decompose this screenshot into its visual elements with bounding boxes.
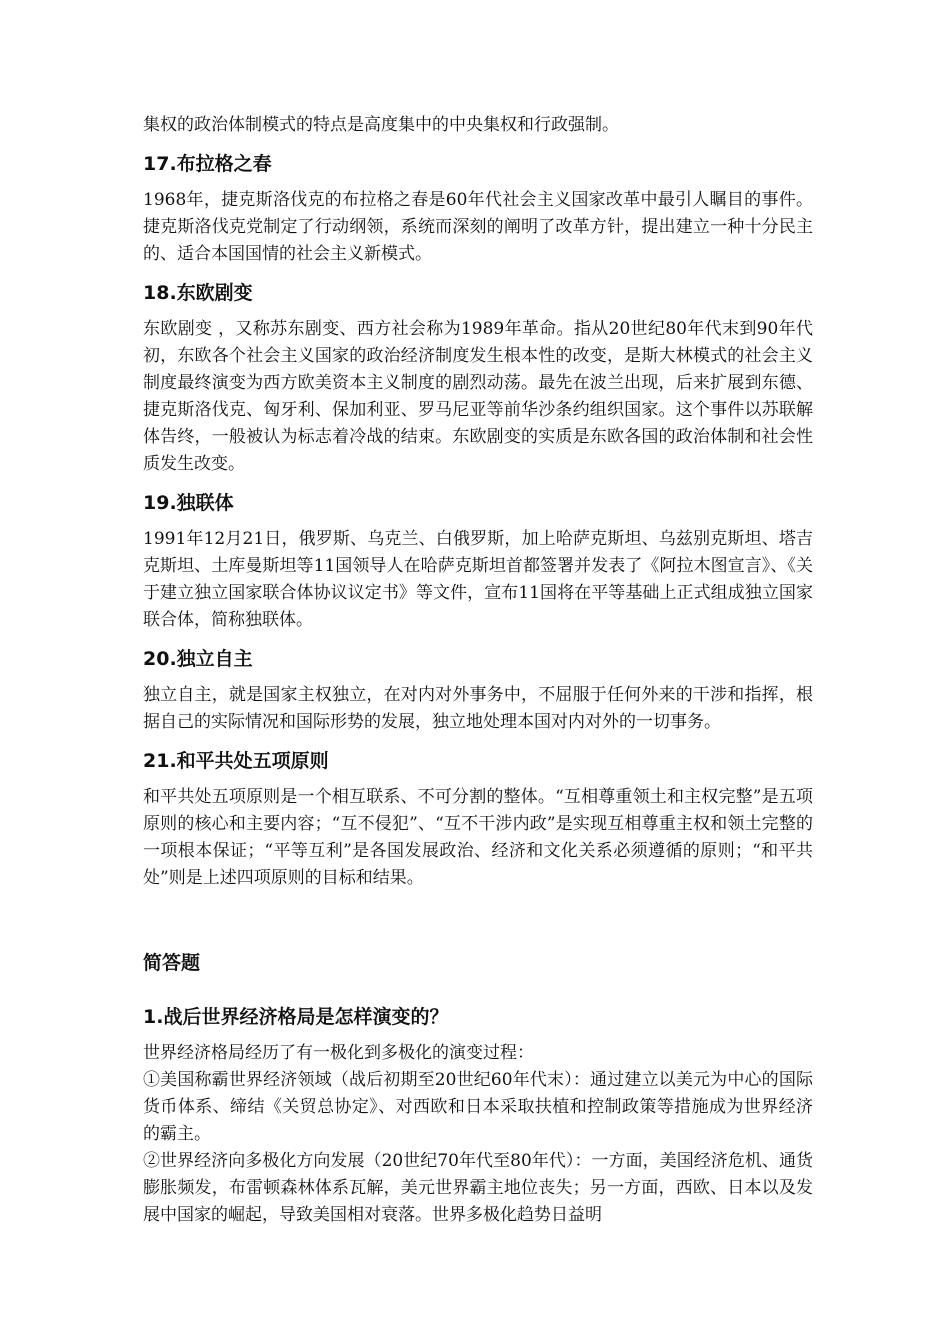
section-title-short-answer: 简答题 (143, 952, 201, 974)
term-heading-eastern-europe-upheaval: 18.东欧剧变 (143, 282, 253, 304)
answer-item-2: ②世界经济向多极化方向发展（20世纪70年代至80年代）：一方面，美国经济危机、通货膨胀频发，布雷顿森林体系瓦解，美元世界霸主地位丧失；另一方面，西欧、日本以及发展中国家的崛起，导致美国相对衰落。世界多极化趋势日益明 (143, 1151, 813, 1225)
term-body-eastern-europe-upheaval: 东欧剧变 ，又称苏东剧变、西方社会称为1989年革命。指从20世纪80年代末到90年代初，东欧各个社会主义国家的政治经济制度发生根本性的改变，是斯大林模式的社会主义制度最终演变为西方欧美资本主义制度的剧烈动荡。最先在波兰出现，后来扩展到东德、捷克斯洛伐克、匈牙利、保加利亚、罗马尼亚等前华沙条约组织国家。这个事件以苏联解体告终，一般被认为标志着冷战的结束。东欧剧变的实质是东欧各国的政治体制和社会性质发生改变。 (143, 319, 813, 474)
document-page (143, 112, 813, 1229)
term-heading-independence: 20.独立自主 (143, 648, 253, 670)
term-heading-five-principles: 21.和平共处五项原则 (143, 750, 329, 772)
question-heading: 1.战后世界经济格局是怎样演变的？ (143, 1006, 449, 1028)
term-body-independence: 独立自主，就是国家主权独立，在对内对外事务中，不屈服于任何外来的干涉和指挥，根据自己的实际情况和国际形势的发展，独立地处理本国对内对外的一切事务。 (143, 685, 813, 732)
term-heading-prague-spring: 17.布拉格之春 (143, 153, 272, 175)
intro-paragraph: 集权的政治体制模式的特点是高度集中的中央集权和行政强制。 (143, 115, 619, 135)
answer-item-1: ①美国称霸世界经济领域（战后初期至20世纪60年代末）：通过建立以美元为中心的国际货币体系、缔结《关贸总协定》、对西欧和日本采取扶植和控制政策等措施成为世界经济的霸主。 (143, 1070, 813, 1144)
answer-block (143, 1040, 813, 1229)
term-body-five-principles: 和平共处五项原则是一个相互联系、不可分割的整体。“互相尊重领土和主权完整”是五项原则的核心和主要内容；“互不侵犯”、“互不干涉内政”是实现互相尊重主权和领土完整的一项根本保证；“平等互利”是各国发展政治、经济和文化关系必须遵循的原则；“和平共处”则是上述四项原则的目标和结果。 (143, 787, 813, 888)
term-body-cis: 1991年12月21日，俄罗斯、乌克兰、白俄罗斯，加上哈萨克斯坦、乌兹别克斯坦、塔吉克斯坦、土库曼斯坦等11国领导人在哈萨克斯坦首都签署并发表了《阿拉木图宣言》、《关于建立独立国家联合体协议议定书》等文件，宣布11国将在平等基础上正式组成独立国家联合体，简称独联体。 (143, 529, 813, 630)
term-body-prague-spring: 1968年，捷克斯洛伐克的布拉格之春是60年代社会主义国家改革中最引人瞩目的事件。捷克斯洛伐克党制定了行动纲领，系统而深刻的阐明了改革方针，提出建立一种十分民主的、适合本国国情的社会主义新模式。 (143, 190, 813, 264)
answer-lead: 世界经济格局经历了有一极化到多极化的演变过程： (143, 1043, 534, 1063)
term-heading-cis: 19.独联体 (143, 492, 234, 514)
